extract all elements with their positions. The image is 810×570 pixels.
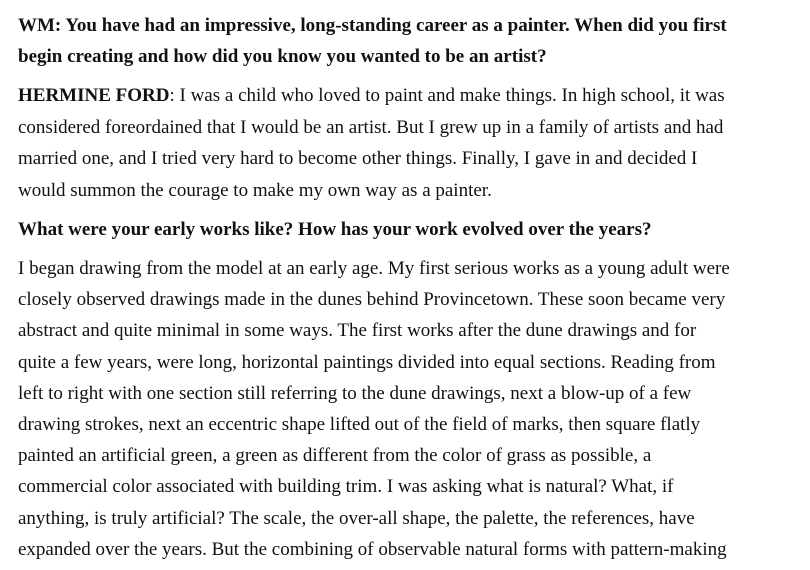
answer-2-line-1: I began drawing from the model at an early age. My first serious works as a young adult were [18,258,730,279]
question-1-line-2: begin creating and how did you know you wanted to be an artist? [18,46,547,67]
question-1-line-1: WM: You have had an impressive, long-standing career as a painter. When did you first [18,15,727,36]
answer-2-line-10: expanded over the years. But the combining of observable natural forms with pattern-making [18,538,727,560]
answer-1-line-1 [18,80,802,112]
answer-2 [18,253,802,565]
speaker-name: HERMINE FORD [18,85,170,106]
answer-2-line-5: left to right with one section still referring to the dune drawings, next a blow-up of a few [18,382,692,404]
answer-2-line-3: abstract and quite minimal in some ways. The first works after the dune drawings and for [18,320,697,342]
answer-1 [18,80,802,206]
answer-2-line-2: closely observed drawings made in the dunes behind Provincetown. These soon became very [18,289,726,311]
answer-1-line-4: would summon the courage to make my own way as a painter. [18,179,492,201]
answer-2-line-4: quite a few years, were long, horizontal paintings divided into equal sections. Reading from [18,351,716,373]
answer-2-line-7: painted an artificial green, a green as different from the color of grass as possible, a [18,445,652,467]
interview-article [18,10,802,565]
answer-1-line-2: considered foreordained that I would be an artist. But I grew up in a family of artists and had [18,116,724,138]
answer-2-line-6: drawing strokes, next an eccentric shape lifted out of the field of marks, then square flatly [18,414,701,436]
answer-2-line-9: anything, is truly artificial? The scale, the over-all shape, the palette, the references, have [18,507,695,529]
answer-2-line-8: commercial color associated with building trim. I was asking what is natural? What, if [18,476,674,498]
question-2-line-1: What were your early works like? How has your work evolved over the years? [18,219,652,240]
answer-1-line-1-text: : I was a child who loved to paint and make things. In high school, it was [169,85,725,106]
question-1 [18,10,802,72]
question-2 [18,214,802,245]
answer-1-line-3: married one, and I tried very hard to become other things. Finally, I gave in and decided I [18,148,698,169]
